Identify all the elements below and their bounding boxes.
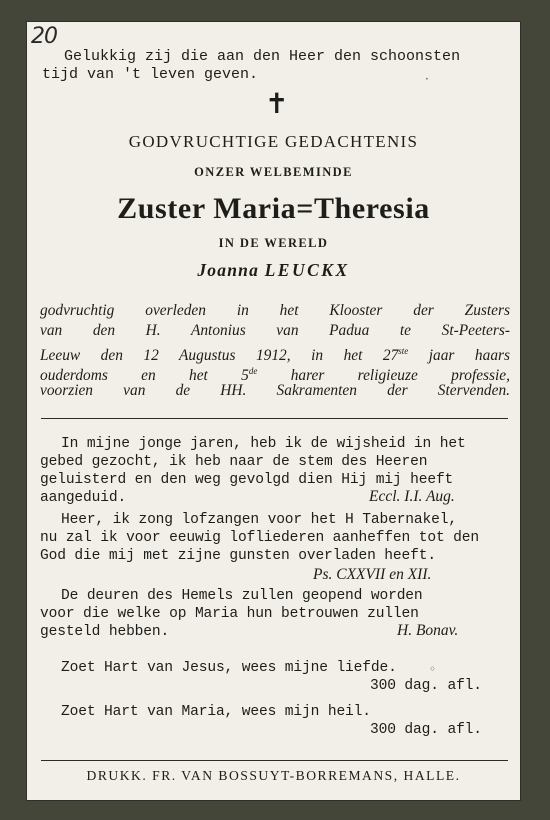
motto-line-1: Gelukkig zij die aan den Heer den schoonsten	[64, 48, 461, 65]
heading-godvruchtige: GODVRUCHTIGE GEDACHTENIS	[128, 132, 419, 151]
verse-2-line-2: nu zal ik voor eeuwig lofliederen aanheffen tot den	[40, 530, 479, 546]
memorial-card	[27, 22, 520, 800]
handwritten-number: 20	[31, 24, 57, 49]
bio-line-2: van den H. Antonius van Padua te St-Peeters-	[40, 322, 510, 339]
reference-1: Eccl. I.I. Aug.	[369, 488, 455, 505]
divider-top	[41, 418, 508, 419]
verse-1-line-2: gebed gezocht, ik heb naar de stem des Heeren	[40, 454, 428, 470]
verse-1-line-3: geluisterd en den weg gevolgd dien Hij mij heeft	[40, 472, 454, 488]
verse-1-line-4: aangeduid.	[40, 490, 127, 506]
verse-3-line-3: gesteld hebben.	[40, 624, 170, 640]
reference-2: Ps. CXXVII en XII.	[313, 566, 432, 583]
prayer-2: Zoet Hart van Maria, wees mijn heil.	[61, 704, 371, 720]
religious-name: Zuster Maria=Theresia	[117, 192, 430, 225]
reference-3: H. Bonav.	[397, 622, 459, 639]
first-name: Joanna	[197, 260, 260, 280]
bio-line-1: godvruchtig overleden in het Klooster der Zusters	[40, 302, 510, 319]
indulgence-2: 300 dag. afl.	[370, 722, 482, 738]
indulgence-1: 300 dag. afl.	[370, 678, 482, 694]
verse-3-line-2: voor die welke op Maria hun betrouwen zullen	[40, 606, 419, 622]
verse-3-line-1: De deuren des Hemels zullen geopend worden	[61, 588, 423, 604]
ink-speck: ·	[425, 72, 429, 86]
cross-icon: ✝	[265, 87, 289, 120]
verse-2-line-1: Heer, ik zong lofzangen voor het H Tabernakel,	[61, 512, 457, 528]
verse-1-line-1: In mijne jonge jaren, heb ik de wijsheid in het	[61, 436, 466, 452]
ink-speck-2: ◦	[429, 662, 437, 676]
surname: LEUCKX	[264, 260, 350, 280]
printer-imprint: DRUKK. FR. VAN BOSSUYT-BORREMANS, HALLE.	[86, 768, 461, 783]
bio-line-3: Leeuw den 12 Augustus 1912, in het 27ste jaar haars	[40, 346, 510, 365]
bio-line-4: ouderdoms en het 5de harer religieuze professie,	[40, 366, 510, 385]
heading-onzer: ONZER WELBEMINDE	[194, 165, 353, 179]
heading-in-de-wereld: IN DE WERELD	[218, 236, 329, 250]
divider-bottom	[41, 760, 508, 761]
motto-line-2: tijd van 't leven geven.	[42, 66, 259, 83]
verse-2-line-3: God die mij met zijne gunsten overladen heeft.	[40, 548, 436, 564]
prayer-1: Zoet Hart van Jesus, wees mijne liefde.	[61, 660, 397, 676]
bio-line-5: voorzien van de HH. Sakramenten der Stervenden.	[40, 382, 510, 399]
worldly-name	[27, 260, 520, 281]
